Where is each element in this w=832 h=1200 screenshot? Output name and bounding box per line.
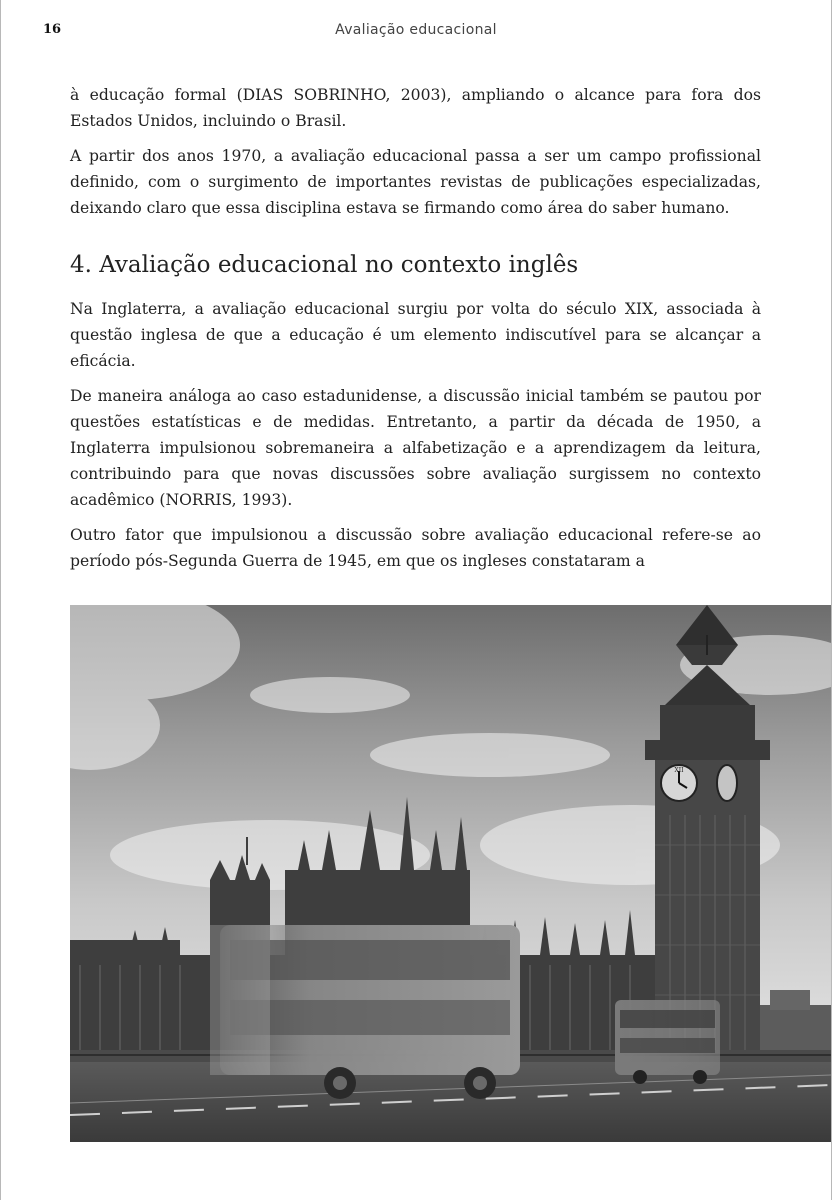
paragraph-1-text: à educação formal (DIAS SOBRINHO, 2003), ampliando o alcance para fora dos Estados Unidos, incluindo o Brasil.	[70, 86, 761, 130]
paragraph-2-text: A partir dos anos 1970, a avaliação educacional passa a ser um campo profissional definido, com o surgimento de importantes revistas de publicações especializadas, deixando claro que essa disciplina estava se firmando como área do saber humano.	[70, 147, 761, 217]
paragraph-3	[70, 296, 761, 374]
paragraph-4-text: De maneira análoga ao caso estadunidense, a discussão inicial também se pautou por questões estatísticas e de medidas. Entretanto, a partir da década de 1950, a Inglaterra impulsionou sobremaneira a alfabetização e a aprendizagem da leitura, contribuindo para que novas discussões sobre avaliação surgissem no contexto acadêmico (NORRIS, 1993).	[70, 387, 761, 509]
paragraph-1	[70, 82, 761, 134]
paragraph-2	[70, 143, 761, 221]
paragraph-5	[70, 522, 761, 574]
page-number: 16	[43, 22, 62, 37]
page-left-edge	[0, 0, 1, 1200]
second-bus	[615, 1000, 720, 1084]
clock-face-side	[717, 765, 737, 801]
paragraph-3-text: Na Inglaterra, a avaliação educacional surgiu por volta do século XIX, associada à questão inglesa de que a educação é um elemento indiscutível para se alcançar a eficácia.	[70, 300, 761, 370]
big-ben-photo	[70, 605, 831, 1142]
section-heading: 4. Avaliação educacional no contexto inglês	[70, 252, 579, 278]
clock-numerals: XII	[674, 767, 684, 774]
paragraph-4	[70, 383, 761, 513]
double-decker-bus	[210, 925, 520, 1099]
paragraph-5-text: Outro fator que impulsionou a discussão sobre avaliação educacional refere-se ao período pós-Segunda Guerra de 1945, em que os ingleses constataram a	[70, 526, 761, 570]
running-header: Avaliação educacional	[335, 22, 497, 38]
